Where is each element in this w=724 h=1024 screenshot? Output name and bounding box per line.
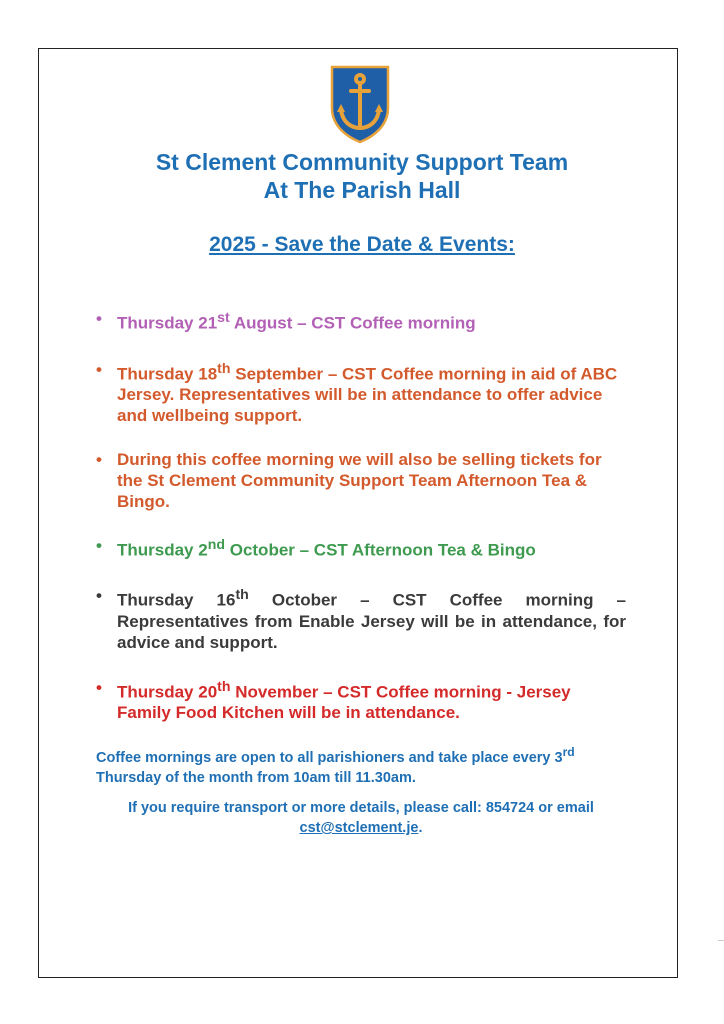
- email-link[interactable]: cst@stclement.je: [299, 820, 419, 836]
- event-item: • Thursday 20th November – CST Coffee morning - Jersey Family Food Kitchen will be in attendance.: [96, 677, 571, 723]
- event-item: • Thursday 2nd October – CST Afternoon Tea & Bingo: [96, 536, 536, 560]
- event-item: • Thursday 18th September – CST Coffee morning in aid of ABC Jersey. Representatives will be in attendance to offer advice and wellbeing support.: [96, 359, 618, 426]
- event-item: • During this coffee morning we will also be selling tickets for the St Clement Community Support Team Afternoon Tea & Bingo.: [96, 450, 602, 512]
- bullet-icon: •: [96, 585, 102, 605]
- bullet-icon: •: [96, 677, 102, 697]
- contact-info: If you require transport or more details, please call: 854724 or email cst@stclement.je.: [128, 800, 594, 836]
- bullet-icon: •: [96, 309, 102, 328]
- bullet-icon: •: [96, 536, 102, 556]
- page-title-line2: At The Parish Hall: [263, 177, 461, 203]
- anchor-crest-icon: [329, 64, 391, 144]
- section-heading: 2025 - Save the Date & Events:: [209, 233, 515, 256]
- bullet-icon: •: [96, 450, 102, 470]
- events-list: [96, 308, 626, 723]
- page-title-line1: St Clement Community Support Team: [155, 149, 569, 175]
- bullet-icon: •: [96, 359, 102, 379]
- edge-mark: [718, 940, 724, 941]
- event-item: • Thursday 16th October – CST Coffee morning – Representatives from Enable Jersey will be in attendance, for advice and support.: [96, 585, 627, 652]
- coffee-morning-info: Coffee mornings are open to all parishioners and take place every 3rd Thursday of the month from 10am till 11.30am.: [96, 745, 575, 786]
- event-item: • Thursday 21st August – CST Coffee morning: [96, 309, 476, 333]
